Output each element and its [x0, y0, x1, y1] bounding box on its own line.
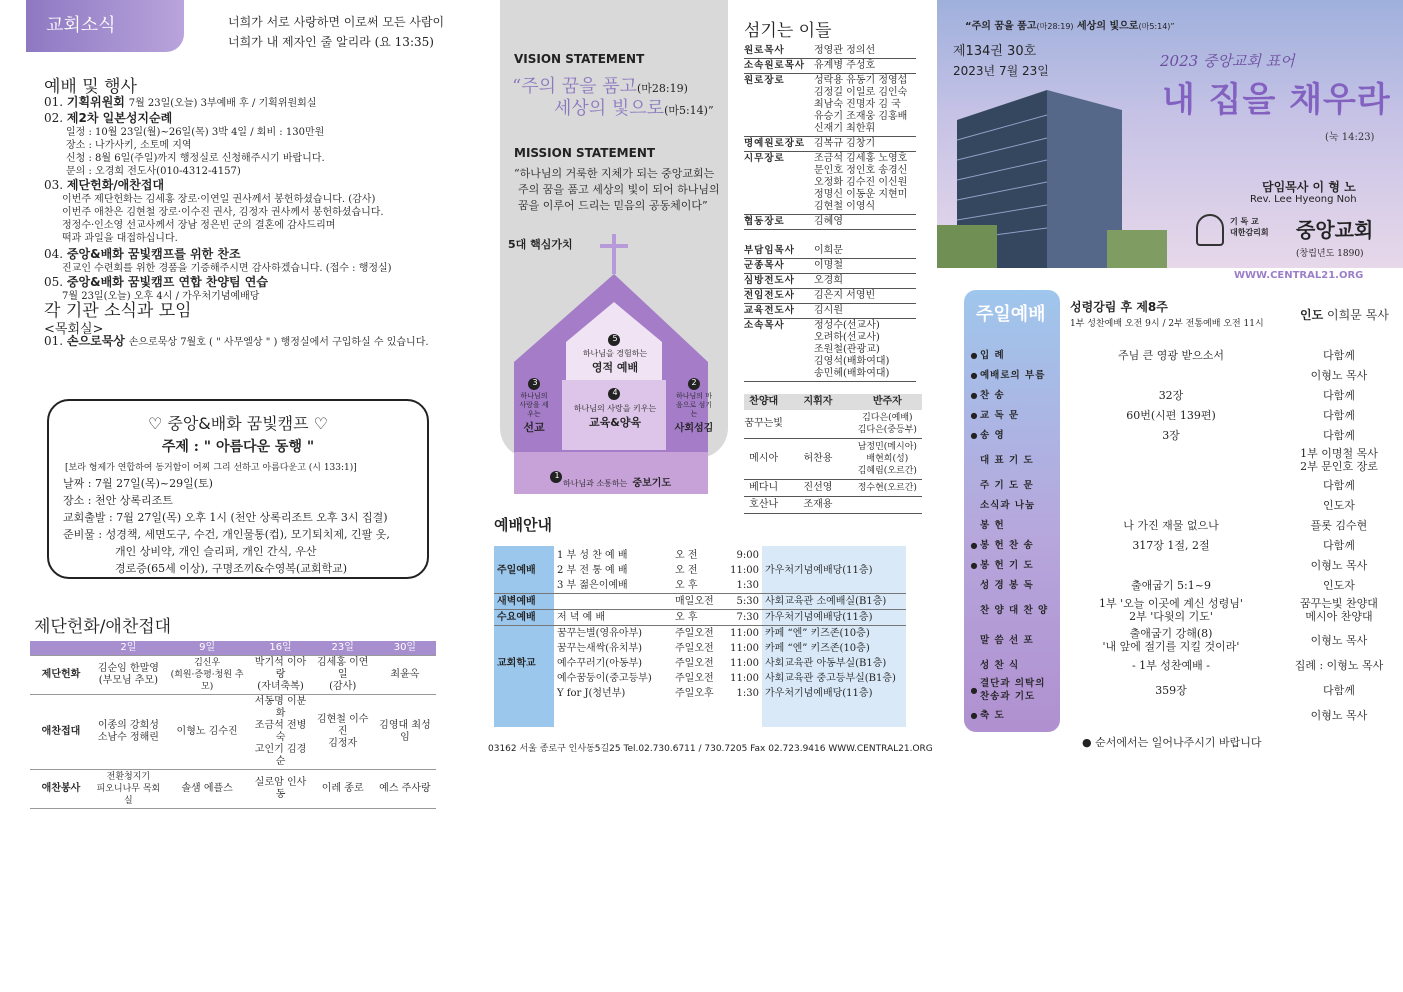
staff-title: 섬기는 이들 — [744, 21, 832, 41]
event-item: 01. 기획위원회 7월 23일(오늘) 3부예배 후 / 기획위원회실 — [44, 95, 317, 109]
order-label: 예배로의 부름 — [980, 369, 1046, 381]
website-url: WWW.CENTRAL21.ORG — [1234, 270, 1364, 281]
church-name: 중앙교회 — [1296, 218, 1374, 242]
vision-line-2: 세상의 빛으로(마5:14)” — [554, 98, 714, 119]
order-content: 317장 1절, 2절 — [1132, 538, 1210, 552]
staff-role: 부담임목사 — [744, 245, 795, 256]
camp-details — [63, 475, 427, 577]
order-label: 입 례 — [980, 349, 1005, 361]
staff-name-line: 오경희 — [814, 275, 843, 286]
table-header: 9일 — [165, 641, 250, 656]
order-by: 꿈꾸는빛 찬양대 메시아 찬양대 — [1300, 597, 1378, 623]
choir-row — [744, 410, 922, 439]
camp-depart: 교회출발 : 7월 27일(목) 오후 1시 (천안 상록리조트 오후 3시 집결) — [63, 511, 388, 524]
senior-pastor-en: Rev. Lee Hyeong Noh — [1250, 194, 1357, 205]
staff-row — [744, 274, 916, 289]
bullet-icon: ● — [970, 430, 978, 440]
cross-horizontal — [600, 244, 628, 248]
verse-line-2: 너희가 내 제자인 줄 알리라 (요 13:35) — [228, 35, 434, 49]
sunday-name: 성령강림 후 제8주 — [1070, 300, 1168, 314]
order-label: 찬 송 — [980, 389, 1005, 401]
staff-name-line: 김시원 — [814, 305, 843, 316]
year-label: 2023 중앙교회 표어 — [1160, 52, 1295, 70]
table-header: 23일 — [312, 641, 374, 656]
order-by: 다함께 — [1323, 478, 1355, 492]
camp-verse: [보라 형제가 연합하여 동거함이 어찌 그리 선하고 아름다운고 (시 133:1)] — [65, 463, 357, 473]
order-content: 출애굽기 5:1~9 — [1131, 578, 1211, 592]
staff-names — [814, 305, 843, 317]
slogan-ref: (눅 14:23) — [1325, 132, 1375, 143]
text-line: 떡과 과일을 대접하십니다. — [62, 233, 178, 244]
mission-label: MISSION STATEMENT — [514, 146, 656, 160]
order-content: 주님 큰 영광 받으소서 — [1117, 348, 1225, 362]
choir-header-cell: 찬양대 — [749, 396, 779, 407]
camp-prep: 개인 상비약, 개인 슬리퍼, 개인 간식, 우산 — [115, 545, 317, 558]
camp-prep: 준비물 : 성경책, 세면도구, 수건, 개인물통(컵), 모기퇴치제, 긴팔 옷, — [63, 528, 390, 541]
order-content: 나 가진 재물 없으나 — [1123, 518, 1219, 532]
text-line: 일정 : 10월 23일(월)~26일(목) 3박 4일 / 회비 : 130만원 — [66, 127, 325, 138]
event-item: 02. 제2차 일본성지순례 — [44, 111, 173, 125]
value-mission: 하나님의 사랑을 세우는 선교 — [519, 392, 549, 434]
staff-name-line: 정명신 이동운 지현미 — [814, 189, 908, 200]
bullet-icon: ● — [970, 350, 978, 360]
order-label: 교 독 문 — [980, 409, 1020, 421]
badge-number: 2 — [691, 378, 697, 387]
staff-name-line: 조원철(관광교) — [814, 344, 880, 355]
staff-name-line: 오정화 김수진 이신원 — [814, 177, 908, 188]
volume-number: 제134권 30호 — [953, 44, 1037, 59]
choir-header-cell: 지휘자 — [803, 396, 833, 407]
staff-name-line: 김복규 김창기 — [814, 138, 876, 149]
choir-header-cell: 반주자 — [872, 396, 902, 407]
bullet-icon: ● — [970, 540, 978, 550]
choir-cell: 남정민(메시아) 배현희(성) 김혜림(오르간) — [857, 442, 917, 476]
altar-table — [30, 641, 436, 809]
staff-role: 원로장로 — [744, 75, 785, 86]
order-label: 주 기 도 문 — [980, 479, 1034, 491]
choir-row — [744, 480, 922, 497]
text-line: 이번주 애찬은 김현철 장로·이수진 권사, 김정자 권사께서 봉헌하셨습니다. — [62, 207, 384, 218]
order-by: 다함께 — [1323, 348, 1355, 362]
staff-names — [814, 60, 875, 72]
section-title-events: 예배 및 행사 — [44, 77, 137, 97]
staff-row — [744, 44, 916, 59]
staff-role: 시무장로 — [744, 153, 785, 164]
order-label: 대 표 기 도 — [980, 454, 1034, 466]
camp-box — [47, 399, 429, 579]
news-verse — [228, 12, 444, 52]
staff-names — [814, 45, 875, 57]
staff-names — [814, 320, 889, 380]
order-content: 출애굽기 강해(8) '내 앞에 절기를 지킬 것이라' — [1102, 627, 1240, 653]
event-item: 05. 중앙&배화 꿈빛캠프 연합 찬양팀 연습 — [44, 275, 268, 289]
order-row — [968, 655, 1398, 675]
founded-year: (창립년도 1890) — [1296, 249, 1364, 259]
order-by: 이형노 목사 — [1310, 368, 1368, 382]
order-row — [968, 555, 1398, 575]
order-label: 봉 헌 찬 송 — [980, 539, 1034, 551]
order-by: 이형노 목사 — [1310, 633, 1368, 647]
staff-name-line: 정영관 정의선 — [814, 45, 876, 56]
order-content: - 1부 성찬예배 - — [1131, 658, 1211, 672]
guide-row: 수요예배 저 녁 예 배 오 후 7:30 가우처기념예배당(11층) — [494, 610, 906, 626]
order-row — [968, 365, 1398, 385]
staff-names — [814, 290, 875, 302]
order-by: 인도자 — [1323, 498, 1355, 512]
staff-role: 소속원로목사 — [744, 60, 806, 71]
event-list — [44, 95, 464, 303]
staff-row — [744, 74, 916, 137]
staff-role: 협동장로 — [744, 216, 785, 227]
church-logo-icon — [1196, 214, 1224, 246]
choir-row — [744, 497, 922, 514]
staff-name-line: 정성수(선교사) — [814, 320, 880, 331]
choir-cell: 꿈꾸는빛 — [744, 418, 783, 429]
order-label: 말 씀 선 포 — [980, 634, 1034, 646]
order-row — [968, 575, 1398, 595]
order-row — [968, 425, 1398, 445]
staff-role: 교육전도사 — [744, 305, 795, 316]
bullet-icon: ● — [970, 390, 978, 400]
order-by: 다함께 — [1323, 388, 1355, 402]
text-line: 7월 23일(오늘) 오후 4시 / 가우처기념예배당 — [62, 291, 260, 302]
staff-name-line: 문인호 정인호 송경신 — [814, 165, 908, 176]
staff-name-line: 김은지 서영빈 — [814, 290, 876, 301]
camp-prep: 경로증(65세 이상), 구명조끼&수영복(교회학교) — [115, 562, 348, 575]
order-by: 다함께 — [1323, 538, 1355, 552]
order-content: 32장 — [1158, 388, 1184, 402]
church-address: 03162 서울 종로구 인사동5길25 Tel.02.730.6711 / 730.7205 Fax 02.723.9416 WWW.CENTRAL21.ORG — [488, 744, 933, 754]
staff-name-line: 송민혜(배화여대) — [814, 368, 890, 379]
staff-names — [814, 153, 907, 213]
order-tab: 주일예배 — [976, 304, 1046, 325]
table-header: 2일 — [92, 641, 165, 656]
table-row: 애찬접대 이종의 강희성 소남수 정해린 이형노 김수진 서동명 이분화 조금석 전병숙 고인기 김경순 김현철 이수진 김정자 김영대 최성임 — [30, 695, 436, 770]
service-info: 1부 성찬예배 오전 9시 / 2부 전통예배 오전 11시 — [1070, 319, 1264, 329]
guide-row: 주일예배 1 부 성 찬 예 배 오 전 9:00 가우처기념예배당(11층) — [497, 550, 873, 576]
choir-cell: 조재용 — [803, 499, 833, 510]
staff-names — [814, 216, 843, 228]
staff-role: 원로목사 — [744, 45, 785, 56]
choir-table — [744, 394, 922, 514]
leader: 인도 이희문 목사 — [1300, 308, 1389, 322]
order-content: 359장 — [1155, 683, 1187, 697]
order-by: 인도자 — [1323, 578, 1355, 592]
order-by: 이형노 목사 — [1310, 558, 1368, 572]
order-row — [968, 535, 1398, 555]
vision-line-1: “주의 꿈을 품고(마28:19) — [512, 76, 688, 97]
guide-row: Y for J(청년부) 주일오후 1:30 가우처기념예배당(11층) — [557, 688, 873, 699]
staff-row — [744, 304, 916, 319]
camp-theme: 주제 : " 아름다운 동행 " — [161, 439, 315, 455]
bullet-icon: ● — [970, 710, 978, 720]
choir-header — [744, 394, 922, 410]
news-tab: 교회소식 — [26, 0, 184, 52]
order-by: 이형노 목사 — [1310, 708, 1368, 722]
issue-date: 2023년 7월 23일 — [953, 64, 1049, 78]
staff-role: 전임전도사 — [744, 290, 795, 301]
sub-title: <목회실> — [44, 322, 104, 337]
text-line: 이번주 제단헌화는 김세홍 장로·이연일 권사께서 봉헌하셨습니다. (감사) — [62, 194, 376, 205]
staff-name-line: 김정길 이일로 김인숙 — [814, 87, 908, 98]
order-label: 성 찬 식 — [980, 659, 1020, 671]
badge-number: 1 — [554, 471, 560, 480]
order-row — [968, 405, 1398, 425]
order-by: 집례 : 이형노 목사 — [1294, 658, 1384, 672]
staff-name-line: 김영석(배화여대) — [814, 356, 890, 367]
order-row — [968, 475, 1398, 495]
staff-role: 군종목사 — [744, 260, 785, 271]
staff-name-line: 최남숙 진명자 김 국 — [814, 99, 901, 110]
order-content: 3장 — [1162, 428, 1180, 442]
staff-row — [744, 244, 916, 259]
church-denomination: 기 독 교 대한감리회 — [1230, 217, 1269, 237]
staff-row — [744, 215, 916, 230]
badge-number: 3 — [532, 378, 538, 387]
staff-row — [744, 289, 916, 304]
staff-role: 심방전도사 — [744, 275, 795, 286]
text-line: 문의 : 오경희 전도사(010-4312-4157) — [66, 166, 241, 177]
choir-cell: 베다니 — [749, 482, 779, 493]
choir-cell: 김다은(예배) 김다은(중등부) — [857, 413, 917, 435]
order-by: 다함께 — [1323, 408, 1355, 422]
staff-name-line: 김혜영 — [814, 216, 843, 227]
staff-name-line: 유계병 주성호 — [814, 60, 876, 71]
value-worship: 하나님을 경험하는 영적 예배 — [582, 349, 648, 374]
order-label: 성 경 봉 독 — [980, 579, 1034, 591]
guide-row: 예수꾸러기(아동부) 주일오전 11:00 사회교육관 아동부실(B1층) — [557, 658, 887, 669]
text-line: 정정수·인소영 선교사께서 장남 정은빈 군의 결혼에 감사드리며 — [62, 220, 336, 231]
slogan: 내 집을 채우라 — [1162, 80, 1391, 120]
staff-name-line: 김현철 이영식 — [814, 201, 876, 212]
vision-label: VISION STATEMENT — [514, 52, 645, 66]
staff-row — [744, 137, 916, 152]
choir-cell: 메시아 — [749, 453, 779, 464]
staff-name-line: 조금석 김세홍 노영호 — [814, 153, 908, 164]
choir-row — [744, 439, 922, 480]
section-title-orgs: 각 기관 소식과 모임 — [44, 301, 192, 321]
staff-row — [744, 152, 916, 215]
order-row — [968, 445, 1398, 475]
guide-row: 교회학교 꿈꾸는별(영유아부) 주일오전 11:00 카페 “엔” 키즈존(10층) — [497, 628, 870, 669]
staff-names — [814, 260, 843, 272]
order-row — [968, 595, 1398, 625]
order-row — [968, 625, 1398, 655]
choir-cell: 정수현(오르간) — [857, 483, 917, 493]
order-label: 봉 헌 — [980, 519, 1005, 531]
order-label: 결단과 의탁의 찬송과 기도 — [980, 678, 1046, 702]
event-item: 03. 제단헌화/애찬접대 — [44, 178, 165, 192]
guide-row: 3 부 젊은이예배 오 후 1:30 — [494, 578, 906, 594]
bullet-icon: ● — [970, 560, 978, 570]
staff-name-line: 유승기 조재웅 김홍배 — [814, 111, 908, 122]
staff-list — [744, 44, 916, 382]
choir-cell: 호산나 — [749, 499, 779, 510]
guide-row: 꿈꾸는새싹(유치부) 주일오전 11:00 카페 “엔” 키즈존(10층) — [557, 643, 870, 654]
bullet-icon: ● — [970, 370, 978, 380]
staff-name-line: 이희문 — [814, 245, 843, 256]
verse-line-1: 너희가 서로 사랑하면 이로써 모든 사람이 — [228, 15, 445, 29]
guide-title: 예배안내 — [494, 516, 552, 534]
staff-row — [744, 59, 916, 74]
order-row — [968, 705, 1398, 725]
order-row — [968, 495, 1398, 515]
altar-title: 제단헌화/애찬접대 — [34, 617, 172, 637]
value-prayer: 하나님과 소통하는 중보기도 — [563, 478, 672, 489]
order-rows — [968, 345, 1398, 725]
order-by: 1부 이명철 목사 2부 문인호 장로 — [1300, 447, 1378, 473]
choir-cell: 허찬용 — [803, 453, 833, 464]
table-row: 애찬봉사 전환청지기 피오니나무 목회실 솔샘 에플스 실로암 인사동 이레 종로 예스 주사랑 — [30, 770, 436, 809]
value-education: 하나님의 사랑을 키우는 교육&양육 — [573, 404, 657, 429]
order-label: 찬 양 대 찬 양 — [980, 604, 1049, 616]
text-line: 신청 : 8월 6일(주일)까지 행정실로 신청해주시기 바랍니다. — [66, 153, 325, 164]
staff-row — [744, 319, 916, 382]
staff-name-line: 신재기 최한휘 — [814, 123, 876, 134]
core-values-label: 5대 핵심가치 — [508, 238, 573, 251]
staff-rows — [744, 44, 916, 382]
staff-names — [814, 75, 907, 135]
org-item: 01. 손으로묵상 손으로묵상 7월호 ( " 사무엘상 " ) 행정실에서 구입하실 수 있습니다. — [44, 334, 429, 348]
cover-motto: “주의 꿈을 품고(마28:19) 세상의 빛으로(마5:14)” — [965, 21, 1175, 32]
standing-note: ● 순서에서는 일어나주시기 바랍니다 — [1082, 736, 1262, 749]
staff-names — [814, 275, 843, 287]
order-by: 다함께 — [1323, 428, 1355, 442]
order-row — [968, 345, 1398, 365]
guide-rows — [494, 548, 906, 701]
camp-date: 날짜 : 7월 27일(목)~29일(토) — [63, 477, 213, 490]
staff-row — [744, 259, 916, 274]
camp-title: ♡ 중앙&배화 꿈빛캠프 ♡ — [147, 414, 329, 433]
staff-name-line: 이명철 — [814, 260, 843, 271]
order-label: 축 도 — [980, 709, 1005, 721]
choir-cell: 진선영 — [803, 482, 833, 493]
camp-place: 장소 : 천안 상록리조트 — [63, 494, 173, 507]
table-header — [30, 641, 92, 656]
bullet-icon: ● — [970, 410, 978, 420]
order-content: 60번(시편 139편) — [1126, 408, 1216, 422]
mission-text: “하나님의 거룩한 지체가 되는 중앙교회는 주의 꿈을 품고 세상의 빛이 되어 하나님의 꿈을 이루어 드리는 믿음의 공동체이다” — [514, 167, 720, 212]
text-line: 진교인 수련회를 위한 경품을 기증해주시면 감사하겠습니다. (접수 : 행정실) — [62, 263, 392, 274]
staff-names — [814, 245, 843, 257]
order-row — [968, 385, 1398, 405]
senior-pastor: 담임목사 이 형 노 — [1262, 180, 1356, 194]
order-label: 소식과 나눔 — [980, 499, 1036, 511]
value-service: 하나님의 마음으로 섬기는 사회섬김 — [674, 392, 714, 434]
bullet-icon: ● — [970, 685, 978, 695]
event-item: 04. 중앙&배화 꿈빛캠프를 위한 찬조 — [44, 247, 241, 261]
staff-name-line: 오려하(선교사) — [814, 332, 880, 343]
table-header: 30일 — [374, 641, 436, 656]
guide-row: 예수꿈둥이(중고등부) 주일오전 11:00 사회교육관 중고등부실(B1층) — [557, 673, 896, 684]
guide-row: 새벽예배 매일오전 5:30 사회교육관 소예배실(B1층) — [494, 594, 906, 610]
badge-number: 4 — [612, 388, 618, 397]
order-content: 1부 '오늘 이곳에 계신 성령님' 2부 '다윗의 기도' — [1099, 597, 1243, 623]
staff-role: 소속목사 — [744, 320, 785, 331]
table-row: 제단헌화 김순임 한말영 (부모님 추모) 김신우 (희원·증평·청원 추모) 박기석 이아랑 (자녀축복) 김세홍 이연일 (감사) 최윤옥 — [30, 656, 436, 695]
guide-row: 2 부 전 통 예 배 오 전 11:00 — [557, 565, 759, 576]
staff-role: 명예원로장로 — [744, 138, 806, 149]
table-header: 16일 — [249, 641, 311, 656]
order-by: 다함께 — [1323, 683, 1355, 697]
order-label: 송 영 — [980, 429, 1005, 441]
order-row — [968, 515, 1398, 535]
order-by: 플롯 김수현 — [1310, 518, 1368, 532]
staff-name-line: 성락용 유동기 정영섭 — [814, 75, 908, 86]
cross-vertical — [612, 234, 616, 274]
text-line: 장소 : 나가사키, 소토메 지역 — [66, 140, 192, 151]
badge-number: 5 — [612, 334, 618, 343]
order-label: 봉 헌 기 도 — [980, 559, 1034, 571]
staff-names — [814, 138, 875, 150]
order-row — [968, 675, 1398, 705]
